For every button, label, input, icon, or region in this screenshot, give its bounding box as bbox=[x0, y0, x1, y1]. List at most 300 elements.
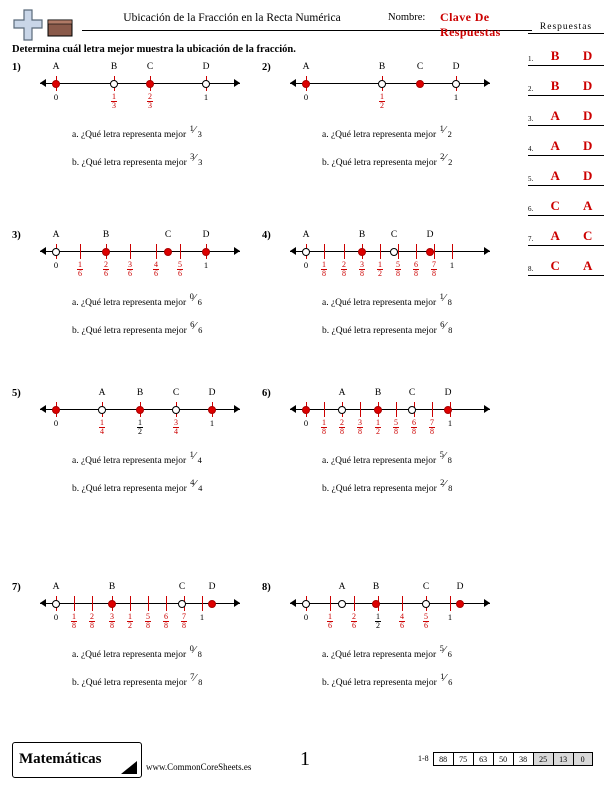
tick-label bbox=[204, 261, 208, 270]
number-line-point bbox=[164, 248, 172, 256]
tick-mark bbox=[80, 244, 81, 259]
score-table bbox=[418, 752, 593, 766]
tick-label bbox=[147, 93, 153, 110]
inline-fraction: 5 ⁄ 6 bbox=[439, 643, 452, 659]
number-line-point bbox=[302, 80, 310, 88]
score-cell: 38 bbox=[513, 752, 533, 766]
number-line-point bbox=[178, 600, 186, 608]
number-line-point bbox=[136, 406, 144, 414]
question bbox=[72, 151, 205, 168]
answer-row bbox=[528, 96, 604, 126]
score-cell: 0 bbox=[573, 752, 593, 766]
number-line bbox=[40, 582, 240, 635]
number-line-point bbox=[426, 248, 434, 256]
answer-value-b: D bbox=[582, 48, 593, 63]
number-line-point bbox=[358, 248, 366, 256]
arrow-left-icon bbox=[290, 405, 296, 413]
problem bbox=[12, 582, 262, 732]
answer-value-b: C bbox=[583, 228, 593, 243]
tick-mark bbox=[130, 596, 131, 611]
inline-fraction: 5 ⁄ 8 bbox=[439, 449, 452, 465]
number-line-letter: C bbox=[390, 230, 398, 240]
answer-value-b: D bbox=[583, 138, 593, 153]
endpoint-label: 0 bbox=[53, 612, 59, 622]
arrow-left-icon bbox=[290, 599, 296, 607]
question bbox=[72, 123, 205, 140]
tick-label bbox=[304, 93, 308, 102]
score-cell: 25 bbox=[533, 752, 553, 766]
tick-mark bbox=[330, 596, 331, 611]
fraction: $\frac{1}{6}$ bbox=[78, 260, 82, 278]
tick-mark bbox=[202, 596, 203, 611]
tick-mark bbox=[402, 596, 403, 611]
problems-grid bbox=[12, 62, 524, 732]
tick-label bbox=[204, 93, 208, 102]
problem bbox=[262, 388, 512, 538]
inline-fraction: 1 ⁄ 8 bbox=[439, 291, 452, 307]
arrow-left-icon bbox=[40, 599, 46, 607]
tick-label bbox=[163, 613, 169, 630]
fraction: $\frac{2}{8}$ bbox=[90, 612, 94, 630]
fraction: $\frac{7}{8}$ bbox=[430, 418, 434, 436]
tick-label bbox=[99, 419, 105, 436]
tick-label bbox=[54, 93, 58, 102]
answer-value-b: D bbox=[583, 168, 593, 183]
footer-brand-box bbox=[12, 742, 142, 778]
tick-label bbox=[77, 261, 83, 278]
problem bbox=[262, 230, 512, 380]
number-line-letter: A bbox=[52, 582, 60, 592]
tick-label bbox=[109, 613, 115, 630]
number-line-letter: B bbox=[378, 62, 386, 72]
inline-fraction: 6 ⁄ 6 bbox=[190, 319, 203, 335]
question bbox=[72, 449, 205, 466]
fraction: $\frac{4}{6}$ bbox=[400, 612, 404, 630]
tick-mark bbox=[380, 244, 381, 259]
number-line-point bbox=[372, 600, 380, 608]
number-line-letter: C bbox=[408, 388, 416, 398]
number-line-point bbox=[208, 600, 216, 608]
number-line-letter: B bbox=[102, 230, 110, 240]
endpoint-label: 0 bbox=[303, 92, 309, 102]
number-line-point bbox=[52, 80, 60, 88]
tick-label bbox=[413, 261, 419, 278]
tick-label bbox=[321, 419, 327, 436]
tick-mark bbox=[324, 244, 325, 259]
answer-number: 1. bbox=[528, 55, 534, 63]
number-line-point bbox=[338, 406, 346, 414]
number-line-letter: B bbox=[372, 582, 380, 592]
number-line-letter: C bbox=[178, 582, 186, 592]
score-cell: 63 bbox=[473, 752, 493, 766]
answer-value-b: A bbox=[583, 198, 593, 213]
number-line-letter: A bbox=[52, 62, 60, 72]
question bbox=[72, 477, 205, 494]
question-text: b. ¿Qué letra representa mejor bbox=[322, 484, 437, 494]
number-line-point bbox=[390, 248, 398, 256]
fraction: $\frac{7}{8}$ bbox=[182, 612, 186, 630]
tick-mark bbox=[156, 244, 157, 259]
number-line-point bbox=[302, 406, 310, 414]
fraction: $\frac{2}{3}$ bbox=[148, 92, 152, 110]
tick-label bbox=[341, 261, 347, 278]
problem-number: 8) bbox=[262, 582, 271, 593]
number-line bbox=[40, 62, 240, 115]
footer-brand: Matemáticas bbox=[19, 751, 102, 767]
tick-label bbox=[71, 613, 77, 630]
tick-label bbox=[395, 261, 401, 278]
answer-row bbox=[528, 126, 604, 156]
problem bbox=[12, 388, 262, 538]
answer-value-a: C bbox=[550, 198, 560, 213]
answer-value-a: A bbox=[550, 138, 560, 153]
question bbox=[322, 477, 455, 494]
footer-url: www.CommonCoreSheets.es bbox=[146, 762, 252, 772]
answer-row bbox=[528, 246, 604, 276]
answer-number: 2. bbox=[528, 85, 534, 93]
tick-label bbox=[393, 419, 399, 436]
tick-mark bbox=[130, 244, 131, 259]
number-line bbox=[290, 582, 490, 635]
endpoint-label: 1 bbox=[447, 418, 453, 428]
tick-mark bbox=[324, 402, 325, 417]
fraction: $\frac{2}{6}$ bbox=[352, 612, 356, 630]
question bbox=[322, 123, 455, 140]
endpoint-label: 0 bbox=[53, 92, 59, 102]
number-line-letter: A bbox=[302, 230, 310, 240]
problem-number: 7) bbox=[12, 582, 21, 593]
fraction: $\frac{1}{4}$ bbox=[100, 418, 104, 436]
question bbox=[72, 319, 205, 336]
inline-fraction: 0 ⁄ 6 bbox=[189, 291, 202, 307]
answer-value-b: A bbox=[583, 258, 593, 273]
inline-fraction: 2 ⁄ 2 bbox=[440, 151, 453, 167]
tick-label bbox=[304, 261, 308, 270]
instructions-text: Determina cuál letra mejor muestra la ubicación de la fracción. bbox=[12, 44, 296, 55]
number-line-point bbox=[444, 406, 452, 414]
tick-mark bbox=[74, 596, 75, 611]
number-line-letter: D bbox=[202, 62, 210, 72]
tick-label bbox=[431, 261, 437, 278]
fraction: $\frac{1}{2}$ bbox=[376, 612, 380, 630]
question bbox=[322, 151, 455, 168]
number-line-point bbox=[374, 406, 382, 414]
number-line-point bbox=[422, 600, 430, 608]
tick-label bbox=[375, 613, 381, 630]
endpoint-label: 1 bbox=[203, 92, 209, 102]
question-text: b. ¿Qué letra representa mejor bbox=[72, 678, 187, 688]
answer-key-label: Clave De Respuestas bbox=[440, 10, 501, 39]
name-label: Nombre: bbox=[388, 12, 426, 23]
answer-row bbox=[528, 156, 604, 186]
axis-line bbox=[290, 83, 490, 84]
number-line-letter: C bbox=[416, 62, 424, 72]
number-line-point bbox=[302, 600, 310, 608]
endpoint-label: 1 bbox=[447, 612, 453, 622]
endpoint-label: 1 bbox=[449, 260, 455, 270]
inline-fraction: 1 ⁄ 6 bbox=[440, 671, 453, 687]
number-line-letter: A bbox=[338, 388, 346, 398]
number-line-letter: A bbox=[98, 388, 106, 398]
number-line-letter: B bbox=[374, 388, 382, 398]
answers-title: Respuestas bbox=[528, 22, 604, 34]
number-line-point bbox=[416, 80, 424, 88]
endpoint-label: 0 bbox=[303, 260, 309, 270]
arrow-left-icon bbox=[40, 247, 46, 255]
page-header bbox=[10, 8, 530, 46]
question-text: a. ¿Qué letra representa mejor bbox=[322, 130, 437, 140]
problem bbox=[12, 230, 262, 380]
tick-mark bbox=[398, 244, 399, 259]
tick-label bbox=[429, 419, 435, 436]
tick-mark bbox=[452, 244, 453, 259]
number-line-point bbox=[146, 80, 154, 88]
axis-line bbox=[40, 83, 240, 84]
tick-label bbox=[379, 93, 385, 110]
page-number: 1 bbox=[300, 748, 310, 770]
problem-row bbox=[12, 388, 512, 538]
endpoint-label: 0 bbox=[53, 260, 59, 270]
arrow-right-icon bbox=[234, 79, 240, 87]
number-line-point bbox=[98, 406, 106, 414]
question-text: b. ¿Qué letra representa mejor bbox=[322, 158, 437, 168]
tick-label bbox=[200, 613, 204, 622]
question-text: b. ¿Qué letra representa mejor bbox=[72, 484, 187, 494]
number-line-letter: C bbox=[146, 62, 154, 72]
number-line-letter: B bbox=[136, 388, 144, 398]
question-text: a. ¿Qué letra representa mejor bbox=[322, 456, 437, 466]
arrow-right-icon bbox=[234, 599, 240, 607]
tick-mark bbox=[180, 244, 181, 259]
question bbox=[322, 449, 455, 466]
number-line-point bbox=[202, 80, 210, 88]
problem-number: 2) bbox=[262, 62, 271, 73]
number-line-letter: C bbox=[172, 388, 180, 398]
problem-number: 4) bbox=[262, 230, 271, 241]
number-line-letter: D bbox=[452, 62, 460, 72]
endpoint-label: 1 bbox=[203, 260, 209, 270]
inline-fraction: 6 ⁄ 8 bbox=[440, 319, 453, 335]
number-line bbox=[290, 230, 490, 283]
fraction: $\frac{1}{2}$ bbox=[380, 92, 384, 110]
inline-fraction: 1 ⁄ 2 bbox=[439, 123, 452, 139]
tick-mark bbox=[166, 596, 167, 611]
fraction: $\frac{3}{8}$ bbox=[110, 612, 114, 630]
number-line-point bbox=[110, 80, 118, 88]
answer-row bbox=[528, 216, 604, 246]
arrow-right-icon bbox=[484, 79, 490, 87]
endpoint-label: 0 bbox=[303, 418, 309, 428]
tick-label bbox=[411, 419, 417, 436]
tick-label bbox=[399, 613, 405, 630]
fraction: $\frac{1}{2}$ bbox=[376, 418, 380, 436]
number-line-letter: A bbox=[52, 230, 60, 240]
arrow-right-icon bbox=[484, 405, 490, 413]
fraction: $\frac{1}{2}$ bbox=[128, 612, 132, 630]
tick-label bbox=[210, 419, 214, 428]
fraction: $\frac{5}{8}$ bbox=[396, 260, 400, 278]
number-line-letter: D bbox=[202, 230, 210, 240]
fraction: $\frac{2}{8}$ bbox=[340, 418, 344, 436]
tick-label bbox=[153, 261, 159, 278]
score-cell: 88 bbox=[433, 752, 453, 766]
fraction: $\frac{6}{8}$ bbox=[164, 612, 168, 630]
fraction: $\frac{1}{8}$ bbox=[322, 418, 326, 436]
question bbox=[322, 291, 455, 308]
tick-label bbox=[181, 613, 187, 630]
question bbox=[72, 643, 205, 660]
fraction: $\frac{2}{6}$ bbox=[104, 260, 108, 278]
question-text: a. ¿Qué letra representa mejor bbox=[72, 650, 187, 660]
answer-row bbox=[528, 66, 604, 96]
problem-row bbox=[12, 582, 512, 732]
question-text: b. ¿Qué letra representa mejor bbox=[72, 158, 187, 168]
problem bbox=[12, 62, 262, 212]
fraction: $\frac{6}{8}$ bbox=[414, 260, 418, 278]
inline-fraction: 1 ⁄ 4 bbox=[189, 449, 202, 465]
tick-label bbox=[359, 261, 365, 278]
endpoint-label: 0 bbox=[303, 612, 309, 622]
number-line-point bbox=[408, 406, 416, 414]
tick-label bbox=[111, 93, 117, 110]
question-text: a. ¿Qué letra representa mejor bbox=[72, 130, 187, 140]
tick-label bbox=[177, 261, 183, 278]
arrow-left-icon bbox=[290, 79, 296, 87]
fraction: $\frac{6}{8}$ bbox=[412, 418, 416, 436]
question bbox=[322, 643, 455, 660]
tick-label bbox=[103, 261, 109, 278]
tick-label bbox=[375, 419, 381, 436]
number-line-point bbox=[338, 600, 346, 608]
endpoint-label: 1 bbox=[453, 92, 459, 102]
fraction: $\frac{4}{6}$ bbox=[154, 260, 158, 278]
fraction: $\frac{2}{8}$ bbox=[342, 260, 346, 278]
tick-label bbox=[127, 613, 133, 630]
fraction: $\frac{1}{2}$ bbox=[378, 260, 382, 278]
fraction: $\frac{5}{8}$ bbox=[394, 418, 398, 436]
number-line-point bbox=[52, 600, 60, 608]
fraction: $\frac{5}{6}$ bbox=[424, 612, 428, 630]
answer-value-a: C bbox=[550, 258, 560, 273]
answer-value-a: B bbox=[550, 78, 560, 93]
tick-mark bbox=[354, 596, 355, 611]
number-line-letter: C bbox=[164, 230, 172, 240]
axis-line bbox=[290, 409, 490, 410]
number-line bbox=[40, 230, 240, 283]
number-line-letter: B bbox=[110, 62, 118, 72]
tick-label bbox=[339, 419, 345, 436]
question-text: a. ¿Qué letra representa mejor bbox=[322, 298, 437, 308]
tick-label bbox=[304, 613, 308, 622]
question bbox=[72, 671, 205, 688]
tick-label bbox=[327, 613, 333, 630]
fraction: $\frac{3}{8}$ bbox=[358, 418, 362, 436]
number-line-point bbox=[208, 406, 216, 414]
answer-number: 7. bbox=[528, 235, 534, 243]
answer-number: 3. bbox=[528, 115, 534, 123]
tick-label bbox=[54, 613, 58, 622]
question-text: a. ¿Qué letra representa mejor bbox=[322, 650, 437, 660]
problem-number: 3) bbox=[12, 230, 21, 241]
question bbox=[322, 319, 455, 336]
fraction: $\frac{5}{6}$ bbox=[178, 260, 182, 278]
score-cell: 75 bbox=[453, 752, 473, 766]
number-line-letter: D bbox=[444, 388, 452, 398]
fraction: $\frac{1}{2}$ bbox=[138, 418, 142, 436]
number-line-letter: C bbox=[422, 582, 430, 592]
tick-label bbox=[448, 613, 452, 622]
answer-number: 8. bbox=[528, 265, 534, 273]
number-line-point bbox=[108, 600, 116, 608]
tick-label bbox=[127, 261, 133, 278]
tick-label bbox=[145, 613, 151, 630]
tick-label bbox=[351, 613, 357, 630]
fraction: $\frac{3}{8}$ bbox=[360, 260, 364, 278]
tick-label bbox=[450, 261, 454, 270]
tick-label bbox=[448, 419, 452, 428]
number-line-letter: B bbox=[358, 230, 366, 240]
tick-label bbox=[321, 261, 327, 278]
tick-mark bbox=[434, 244, 435, 259]
tick-label bbox=[423, 613, 429, 630]
cross-and-book-logo bbox=[10, 8, 76, 44]
number-line-letter: D bbox=[208, 388, 216, 398]
fraction: $\frac{7}{8}$ bbox=[432, 260, 436, 278]
answer-number: 4. bbox=[528, 145, 534, 153]
footer-triangle-icon bbox=[121, 761, 137, 774]
number-line bbox=[40, 388, 240, 441]
question bbox=[72, 291, 205, 308]
arrow-right-icon bbox=[484, 247, 490, 255]
number-line-point bbox=[202, 248, 210, 256]
number-line-point bbox=[52, 248, 60, 256]
number-line-letter: A bbox=[302, 62, 310, 72]
arrow-right-icon bbox=[234, 405, 240, 413]
fraction: $\frac{1}{6}$ bbox=[328, 612, 332, 630]
arrow-left-icon bbox=[290, 247, 296, 255]
tick-label bbox=[173, 419, 179, 436]
number-line-point bbox=[302, 248, 310, 256]
inline-fraction: 3 ⁄ 3 bbox=[190, 151, 203, 167]
tick-label bbox=[89, 613, 95, 630]
answers-column bbox=[528, 22, 604, 276]
answer-row bbox=[528, 186, 604, 216]
problem-row bbox=[12, 62, 512, 212]
score-cell: 13 bbox=[553, 752, 573, 766]
number-line-point bbox=[452, 80, 460, 88]
number-line bbox=[290, 388, 490, 441]
question bbox=[322, 671, 455, 688]
answer-value-a: B bbox=[550, 48, 560, 63]
tick-label bbox=[377, 261, 383, 278]
number-line-point bbox=[52, 406, 60, 414]
inline-fraction: 1 ⁄ 3 bbox=[189, 123, 202, 139]
score-cell: 50 bbox=[493, 752, 513, 766]
inline-fraction: 4 ⁄ 4 bbox=[190, 477, 203, 493]
tick-label bbox=[137, 419, 143, 436]
number-line-letter: D bbox=[208, 582, 216, 592]
tick-label bbox=[357, 419, 363, 436]
answer-number: 6. bbox=[528, 205, 534, 213]
question-text: a. ¿Qué letra representa mejor bbox=[72, 298, 187, 308]
number-line-point bbox=[456, 600, 464, 608]
answer-number: 5. bbox=[528, 175, 534, 183]
number-line-point bbox=[172, 406, 180, 414]
page-title: Ubicación de la Fracción en la Recta Numérica bbox=[123, 12, 341, 24]
tick-mark bbox=[344, 244, 345, 259]
problem-number: 5) bbox=[12, 388, 21, 399]
answer-value-a: A bbox=[550, 228, 560, 243]
